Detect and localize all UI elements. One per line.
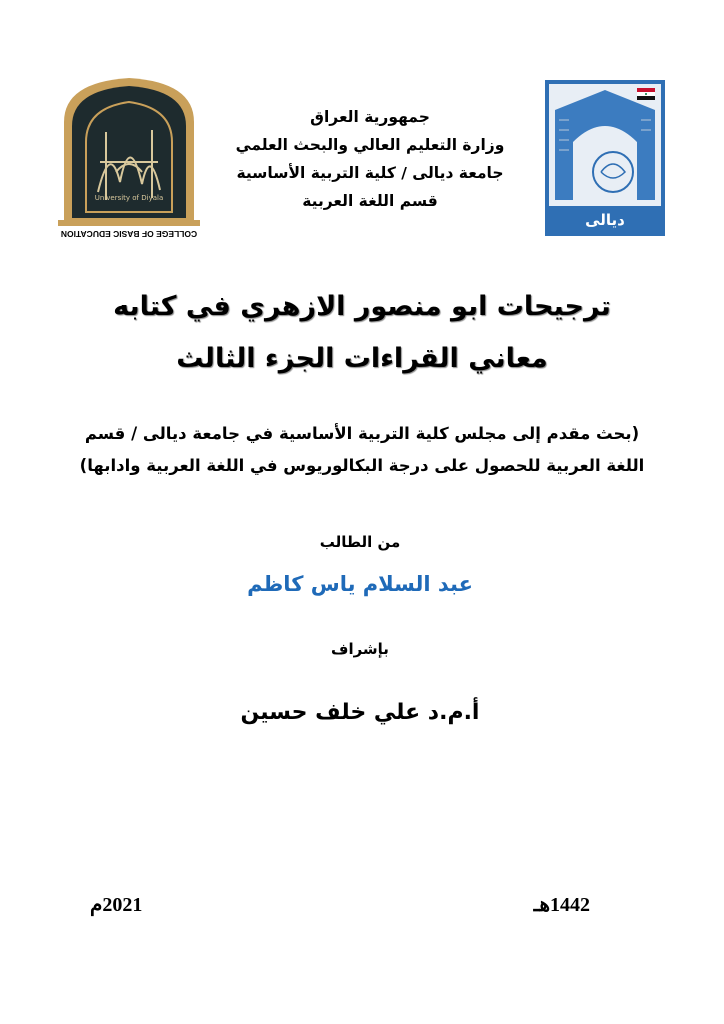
description-line-2: اللغة العربية للحصول على درجة البكالوريوس في اللغة العربية وادابها) bbox=[79, 456, 645, 475]
header-ministry: وزارة التعليم العالي والبحث العلمي bbox=[235, 136, 505, 154]
student-label: من الطالب bbox=[319, 533, 401, 551]
research-title bbox=[60, 281, 664, 385]
title-line-2: معاني القراءات الجزء الثالث bbox=[176, 343, 548, 374]
header-university: جامعة ديالى / كلية التربية الأساسية bbox=[236, 164, 504, 182]
header-country: جمهورية العراق bbox=[310, 108, 430, 126]
institution-header bbox=[200, 103, 540, 215]
description-line-1: (بحث مقدم إلى مجلس كلية التربية الأساسية في جامعة ديالى / قسم bbox=[84, 424, 640, 443]
date-gregorian: 2021م bbox=[90, 894, 143, 916]
supervisor-name: أ.م.د علي خلف حسين bbox=[240, 700, 480, 725]
college-seal-icon bbox=[50, 72, 208, 240]
title-line-1: ترجيحات ابو منصور الازهري في كتابه bbox=[113, 291, 611, 322]
date-hijri: 1442هـ bbox=[533, 894, 590, 916]
seal-caption: COLLEGE OF BASIC EDUCATION bbox=[60, 229, 198, 239]
emblem-caption: ديالى bbox=[585, 211, 625, 229]
research-description bbox=[60, 418, 664, 482]
seal-inner-text: University of Diyala bbox=[94, 194, 164, 202]
university-emblem-icon bbox=[545, 80, 665, 236]
college-logo bbox=[50, 72, 208, 240]
university-logo bbox=[545, 80, 665, 236]
header-department: قسم اللغة العربية bbox=[302, 192, 438, 210]
student-name: عبد السلام ياس كاظم bbox=[247, 572, 473, 596]
supervision-label: بإشراف bbox=[331, 640, 389, 658]
